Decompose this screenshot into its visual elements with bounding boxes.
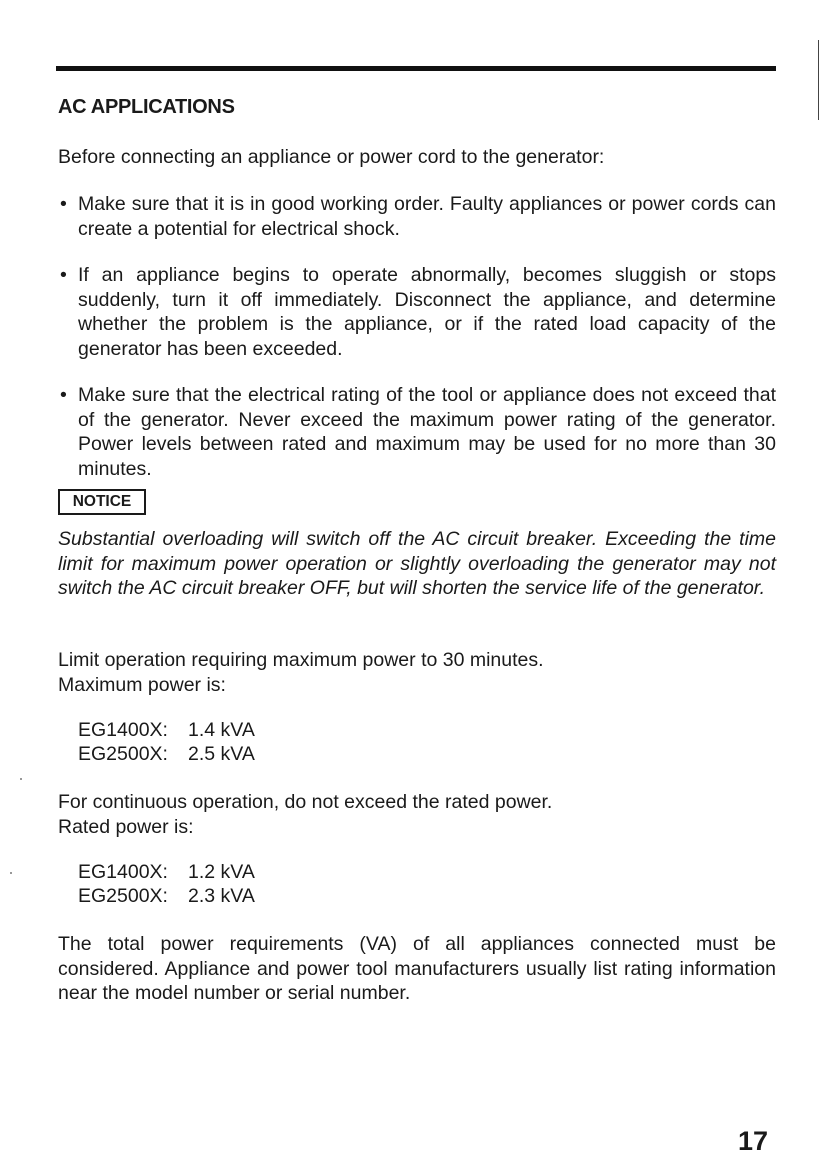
notice-text: Substantial overloading will switch off the AC circuit breaker. Exceeding the time limit for maximum power operation or slightly overloading the generator may not switch the AC circuit breaker OFF, but will shorten the service life of the generator.: [58, 528, 776, 599]
spec-value: 1.4 kVA: [188, 719, 255, 741]
spec-model: EG1400X:: [78, 719, 168, 741]
rated-power-spec-list: [78, 860, 255, 908]
scan-speck: [20, 778, 22, 780]
spec-value: 1.2 kVA: [188, 861, 255, 883]
spec-row: [78, 860, 255, 884]
list-item: [58, 383, 776, 481]
list-item-text: Make sure that it is in good working order. Faulty appliances or power cords can create a potential for electrical shock.: [78, 193, 776, 240]
rated-power-label: Rated power is:: [58, 816, 194, 838]
bullet-mark: •: [60, 384, 67, 406]
list-item: [58, 192, 776, 241]
top-rule: [56, 66, 776, 71]
spec-row: [78, 884, 255, 908]
spec-model: EG2500X:: [78, 885, 168, 907]
bullet-mark: •: [60, 193, 67, 215]
spec-model: EG2500X:: [78, 743, 168, 765]
spec-row: [78, 742, 255, 766]
page-number: 17: [738, 1126, 769, 1156]
list-item-text: If an appliance begins to operate abnormally, becomes sluggish or stops suddenly, turn it off immediately. Disconnect the appliance, and determine whether the problem is the appliance, or if the rated load capacity of the generator has been exceeded.: [78, 264, 776, 360]
list-item-text: Make sure that the electrical rating of the tool or appliance does not exceed that of the generator. Never exceed the maximum power rating of the generator. Power levels between rated and maximum may be used for no more than 30 minutes.: [78, 384, 776, 480]
list-item: [58, 263, 776, 361]
spec-value: 2.5 kVA: [188, 743, 255, 765]
intro-paragraph: Before connecting an appliance or power cord to the generator:: [58, 146, 605, 168]
rated-power-line: For continuous operation, do not exceed the rated power.: [58, 791, 553, 813]
max-power-line: Limit operation requiring maximum power to 30 minutes.: [58, 649, 544, 671]
total-power-paragraph: The total power requirements (VA) of all appliances connected must be considered. Appliance and power tool manufacturers usually list rating information near the model number or serial number.: [58, 933, 776, 1004]
max-power-spec-list: [78, 718, 255, 766]
bullet-mark: •: [60, 264, 67, 286]
notice-label: NOTICE: [58, 489, 146, 515]
spec-model: EG1400X:: [78, 861, 168, 883]
page-edge-mark: [818, 40, 819, 120]
spec-value: 2.3 kVA: [188, 885, 255, 907]
section-heading: AC APPLICATIONS: [58, 96, 235, 118]
spec-row: [78, 718, 255, 742]
max-power-label: Maximum power is:: [58, 674, 226, 696]
scan-speck: [10, 872, 12, 874]
